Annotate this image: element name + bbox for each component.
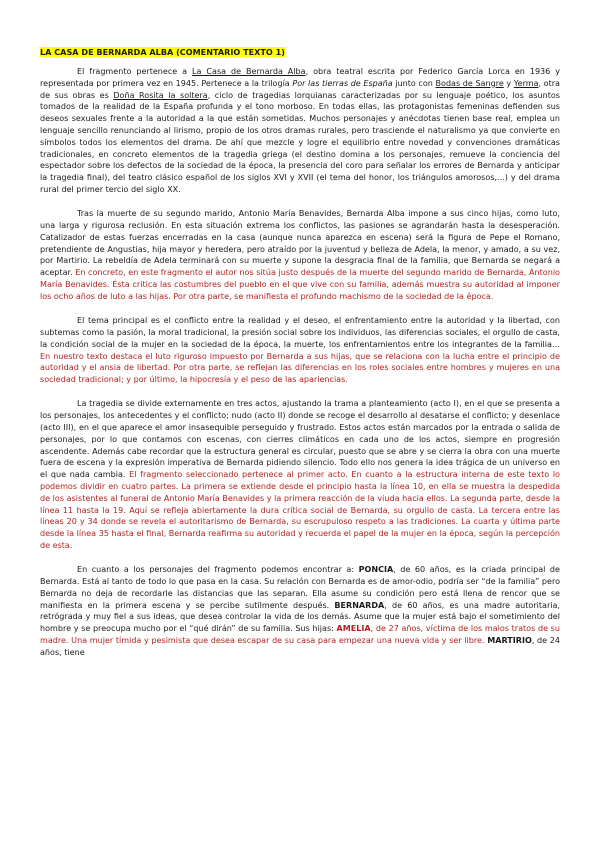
commentary-red: , de 27 años, víctima de los malos tratos de su madre. Una mujer tímida y pesimista que desea escapar de su casa para empezar una nueva vida y ser libre.: [40, 624, 560, 646]
text-run: , de 24 años, tiene: [40, 636, 560, 657]
character-martirio: MARTIRIO: [487, 636, 532, 646]
text-run: , de 60 años, es la criada principal de Bernarda. Está al tanto de todo lo que pasa en la casa. Su relación con Bernarda es de amor-odio, podría ser “de la familia” pero Bernarda no deja de recordarle las distancias que las separan. Ella asume su condición pero está llena de rencor que se manifiesta en la primera escena y se percibe sutilmente después.: [40, 565, 560, 610]
title-wrap: [40, 40, 560, 57]
character-poncia: PONCIA: [358, 565, 394, 575]
text-run: y: [503, 78, 514, 88]
character-amelia: AMELIA: [336, 624, 371, 634]
work-title-yerma: Yerma: [513, 78, 539, 88]
commentary-red: En nuestro texto destaca el luto riguroso impuesto por Bernarda a sus hijas, que se relaciona con la lucha entre el principio de autoridad y el ansia de libertad. Por otra parte, se reflejan las diferencias en los roles sociales entre hombres y mujeres en una sociedad tradicional; y por último, la hipocresía y el peso de las apariencias.: [40, 351, 560, 385]
text-run: Tras la muerte de su segundo marido, Antonio María Benavides, Bernarda Alba impone a sus cinco hijas, como luto, una larga y rigurosa reclusión. En esta situación extrema los conflictos, las pasiones se agrandarán hasta la desesperación. Catalizador de estas fuerzas encerradas en la casa (aunque nunca aparezca en escena) será la figura de Pepe el Romano, pretendiente de Angustias, hija mayor y heredera, pero atraído por la juventud y belleza de Adela, la menor, y amado, a su vez, por Martirio. La rebeldía de Adela terminará con su muerte y supone la desgracia final de la familia, que Bernarda se negará a aceptar.: [40, 209, 560, 278]
text-run: , ciclo de tragedias lorquianas caracterizadas por su lenguaje poético, los asuntos tomados de la realidad de la España profunda y el tono morboso. En todas ellas, las protagonistas femeninas defienden sus deseos sexuales frente a la autoridad a la que están sometidas. Muchos personajes y anécdotas tienen base real, emplea un lenguaje sencillo renunciando al lirismo, propio de los otros dramas rurales, pero trasciende el naturalismo ya que convierte en símbolos todos los elementos del drama. De ahí que mezcle y logre el equilibrio entre novedad y convenciones dramáticas tradicionales, en concreto elementos de la tragedia griega (el destino domina a los personajes, remueve la conciencia del espectador sobre los defectos de la sociedad de la época, la presencia del coro para señalar los errores de Bernarda y anticipar la tragedia final), del teatro clásico español de los siglos XVI y XVII (el tema del honor, los triángulos amorosos,...) y del drama rural del primer tercio del siglo XX.: [40, 90, 560, 194]
commentary-red: El fragmento seleccionado pertenece al primer acto. En cuanto a la estructura interna de este texto lo podemos dividir en cuatro partes. La primera se extiende desde el principio hasta la línea 10, en ella se muestra la despedida de los asistentes al funeral de Antonio María Benavides y la primera reacción de la viuda hacia ellos. La segunda parte, desde la línea 11 hasta la 19. Aquí se refleja abiertamente la dura crítica social de Bernarda, su orgullo de casta. La tercera entre las líneas 20 y 34 donde se revela el autoritarismo de Bernarda, su escrupuloso respeto a las tradiciones. La cuarta y última parte desde la línea 35 hasta el final, Bernarda reafirma su autoridad y recuerda el papel de la mujer en la época, según la percepción de esta.: [40, 470, 560, 550]
paragraph-theme: [40, 315, 560, 386]
document-title: LA CASA DE BERNARDA ALBA (COMENTARIO TEXTO 1): [40, 47, 285, 57]
work-title-bodas: Bodas de Sangre: [435, 78, 504, 88]
paragraph-argument: [40, 208, 560, 302]
text-run: El fragmento pertenece a: [77, 67, 193, 76]
character-bernarda: BERNARDA: [334, 600, 385, 610]
trilogy-title: Por las tierras de España: [292, 78, 393, 88]
document-page: [40, 40, 560, 671]
text-run: La tragedia se divide externamente en tres actos, ajustando la trama a planteamiento (acto I), en el que se presenta a los personajes, los antecedentes y el conflicto; nudo (acto II) donde se recoge el desarrollo al desatarse el conflicto; y desenlace (acto III), en el que aparece el amor insasequible perseguido y frustrado. Estos actos están marcados por la entrada o salida de personajes, por lo que contamos con escenas, con cierres climáticos en cada uno de los actos, siempre en progresión ascendente. Además cabe recordar que la estructura general es circular, puesto que se abre y se cierra la obra con una muerte fuera de escena y la expresión imperativa de Bernarda pidiendo silencio. Todo ello nos genera la idea trágica de un universo en el que nada cambia.: [40, 399, 560, 480]
work-title-casa: La Casa de Bernarda Alba: [192, 67, 306, 76]
paragraph-characters: [40, 564, 560, 658]
commentary-red: En concreto, en este fragmento el autor nos sitúa justo después de la muerte del segundo marido de Bernarda, Antonio María Benavides. Ésta critica las costumbres del pueblo en el que vive con su familia, además muestra su autoridad al imponer los ocho años de luto a las hijas. Por otra parte, se manifiesta el profundo machismo de la sociedad de la época.: [40, 268, 560, 301]
work-title-dona-rosita: Doña Rosita la soltera: [113, 90, 208, 100]
paragraph-structure: [40, 398, 560, 551]
text-run: , de 60 años, es una madre autoritaria, retrógrada y muy fiel a sus ideas, que desea controlar la vida de los demás. Asume que la mujer está bajo el sometimiento del hombre y se preocupa mucho por el “qué dirán” de su familia. Sus hijas:: [40, 600, 560, 634]
text-run: El tema principal es el conflicto entre la realidad y el deseo, el enfrentamiento entre la autoridad y la libertad, con subtemas como la pasión, la moral tradicional, la presión social sobre los individuos, las diferencias sociales, el orgullo de casta, la condición social de la mujer en la sociedad de la época, la muerte, los enfrentamientos entre los integrantes de la familia…: [40, 316, 560, 349]
text-run: , otra de sus obras es: [40, 78, 560, 100]
text-run: junto con: [392, 78, 436, 88]
paragraph-intro: [40, 66, 560, 196]
text-run: , obra teatral escrita por Federico García Lorca en 1936 y representada por primera vez en 1945. Pertenece a la trilogía: [40, 67, 560, 88]
text-run: En cuanto a los personajes del fragmento podemos encontrar a:: [77, 565, 359, 575]
